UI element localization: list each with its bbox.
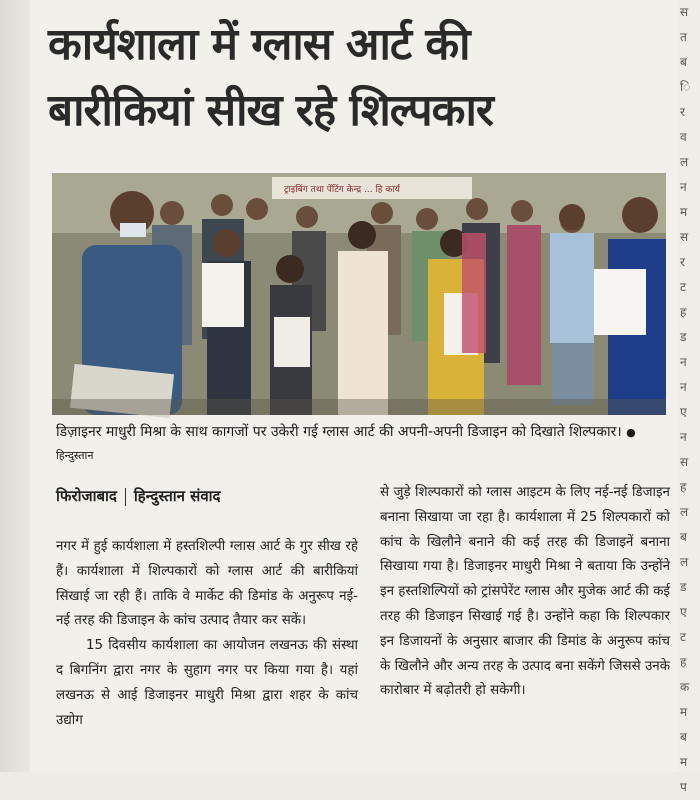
banner-text: ट्राइबिंग तथा पेंटिंग केन्द्र ... हि कार्य [284,185,400,195]
dateline-place: फिरोजाबाद [56,487,117,505]
group-photo-icon [52,173,666,415]
margin-char: ब [680,55,687,69]
photo-credit: ● हिन्दुस्तान [56,426,636,462]
margin-char: र [680,255,685,269]
margin-char: ड [680,330,687,344]
article-paragraph-3: से जुड़े शिल्पकारों को ग्लास आइटम के लिए नई-नई डिजाइन बनाना सिखाया जा रहा है। कार्यशाला में 25 शिल्पकारों को कांच के खिलौने बनाने की कई तरह की डिजाइनें बनाना सिखाया गया है। डिजाइनर माधुरी मिश्रा ने बताया कि उन्होंने इन हस्तशिल्पियों को ट्रांसपेरेंट ग्लास और मुजेक आर्ट की कई तरह की डिजाइन सिखाई गई है। उन्होंने कहा कि शिल्पकार इन डिजायनों के अनुसार बाजार की डिमांड के अनुरूप कांच के खिलौने और अन्य तरह के उत्पाद बना सकेंगे जिससे उनके कारोबार में बढ़ोतरी हो सकेगी। [380,485,670,699]
margin-char: ड [680,580,687,594]
margin-char: क [680,680,690,694]
headline-line-2: बारीकियां सीख रहे शिल्पकार [48,85,493,136]
article-column-1 [56,535,358,733]
margin-char: स [680,5,689,19]
dateline-source: हिन्दुस्तान संवाद [133,487,221,505]
photo-caption [56,421,668,467]
margin-char: म [680,755,688,769]
margin-char: स [680,230,689,244]
margin-char: स [680,455,689,469]
margin-char: न [680,180,687,194]
margin-char: ए [680,405,687,419]
news-photo [52,173,666,415]
margin-char: ट [680,630,687,644]
article-paragraph-2: 15 दिवसीय कार्यशाला का आयोजन लखनऊ की संस्था द बिगनिंग द्वारा नगर के सुहाग नगर पर किया गया है। यहां लखनऊ से आई डिजाइनर माधुरी मिश्रा द्वारा शहर के कांच उद्योग [56,638,358,728]
margin-char: म [680,705,688,719]
margin-char: प [680,780,687,794]
margin-char: ल [680,505,689,519]
margin-char: ल [680,555,689,569]
margin-char: ए [680,605,687,619]
caption-text: डिज़ाइनर माधुरी मिश्रा के साथ कागजों पर उकेरी गई ग्लास आर्ट की अपनी-अपनी डिजाइन को दिखाते शिल्पकार। [56,424,622,440]
margin-char: न [680,380,687,394]
article-column-2 [380,481,670,704]
dateline [56,486,356,506]
headline [48,12,648,144]
dateline-separator [125,488,126,506]
page-gutter-left [0,0,30,772]
margin-char: न [680,430,687,444]
margin-char: ह [680,305,687,319]
margin-char: ब [680,730,687,744]
margin-char: ि [680,80,691,94]
margin-char: ब [680,530,687,544]
article-paragraph-1: नगर में हुई कार्यशाला में हस्तशिल्पी ग्लास आर्ट के गुर सीख रहे हैं। कार्यशाला में शिल्पकारों को ग्लास आर्ट की बारीकियां सिखाई जा रही हैं। ताकि वे मार्केट की डिमांड के अनुरूप नई-नई तरह की डिजाइन के कांच उत्पाद तैयार कर सकें। [56,539,358,629]
margin-char: न [680,355,687,369]
margin-char: ह [680,655,687,669]
margin-char: ल [680,155,689,169]
margin-char: म [680,205,688,219]
margin-char: ह [680,480,687,494]
margin-char: त [680,30,687,44]
margin-char: र [680,105,685,119]
margin-char: व [680,130,687,144]
adjacent-article-strip [678,0,700,794]
headline-line-1: कार्यशाला में ग्लास आर्ट की [48,19,470,70]
margin-char: ट [680,280,687,294]
